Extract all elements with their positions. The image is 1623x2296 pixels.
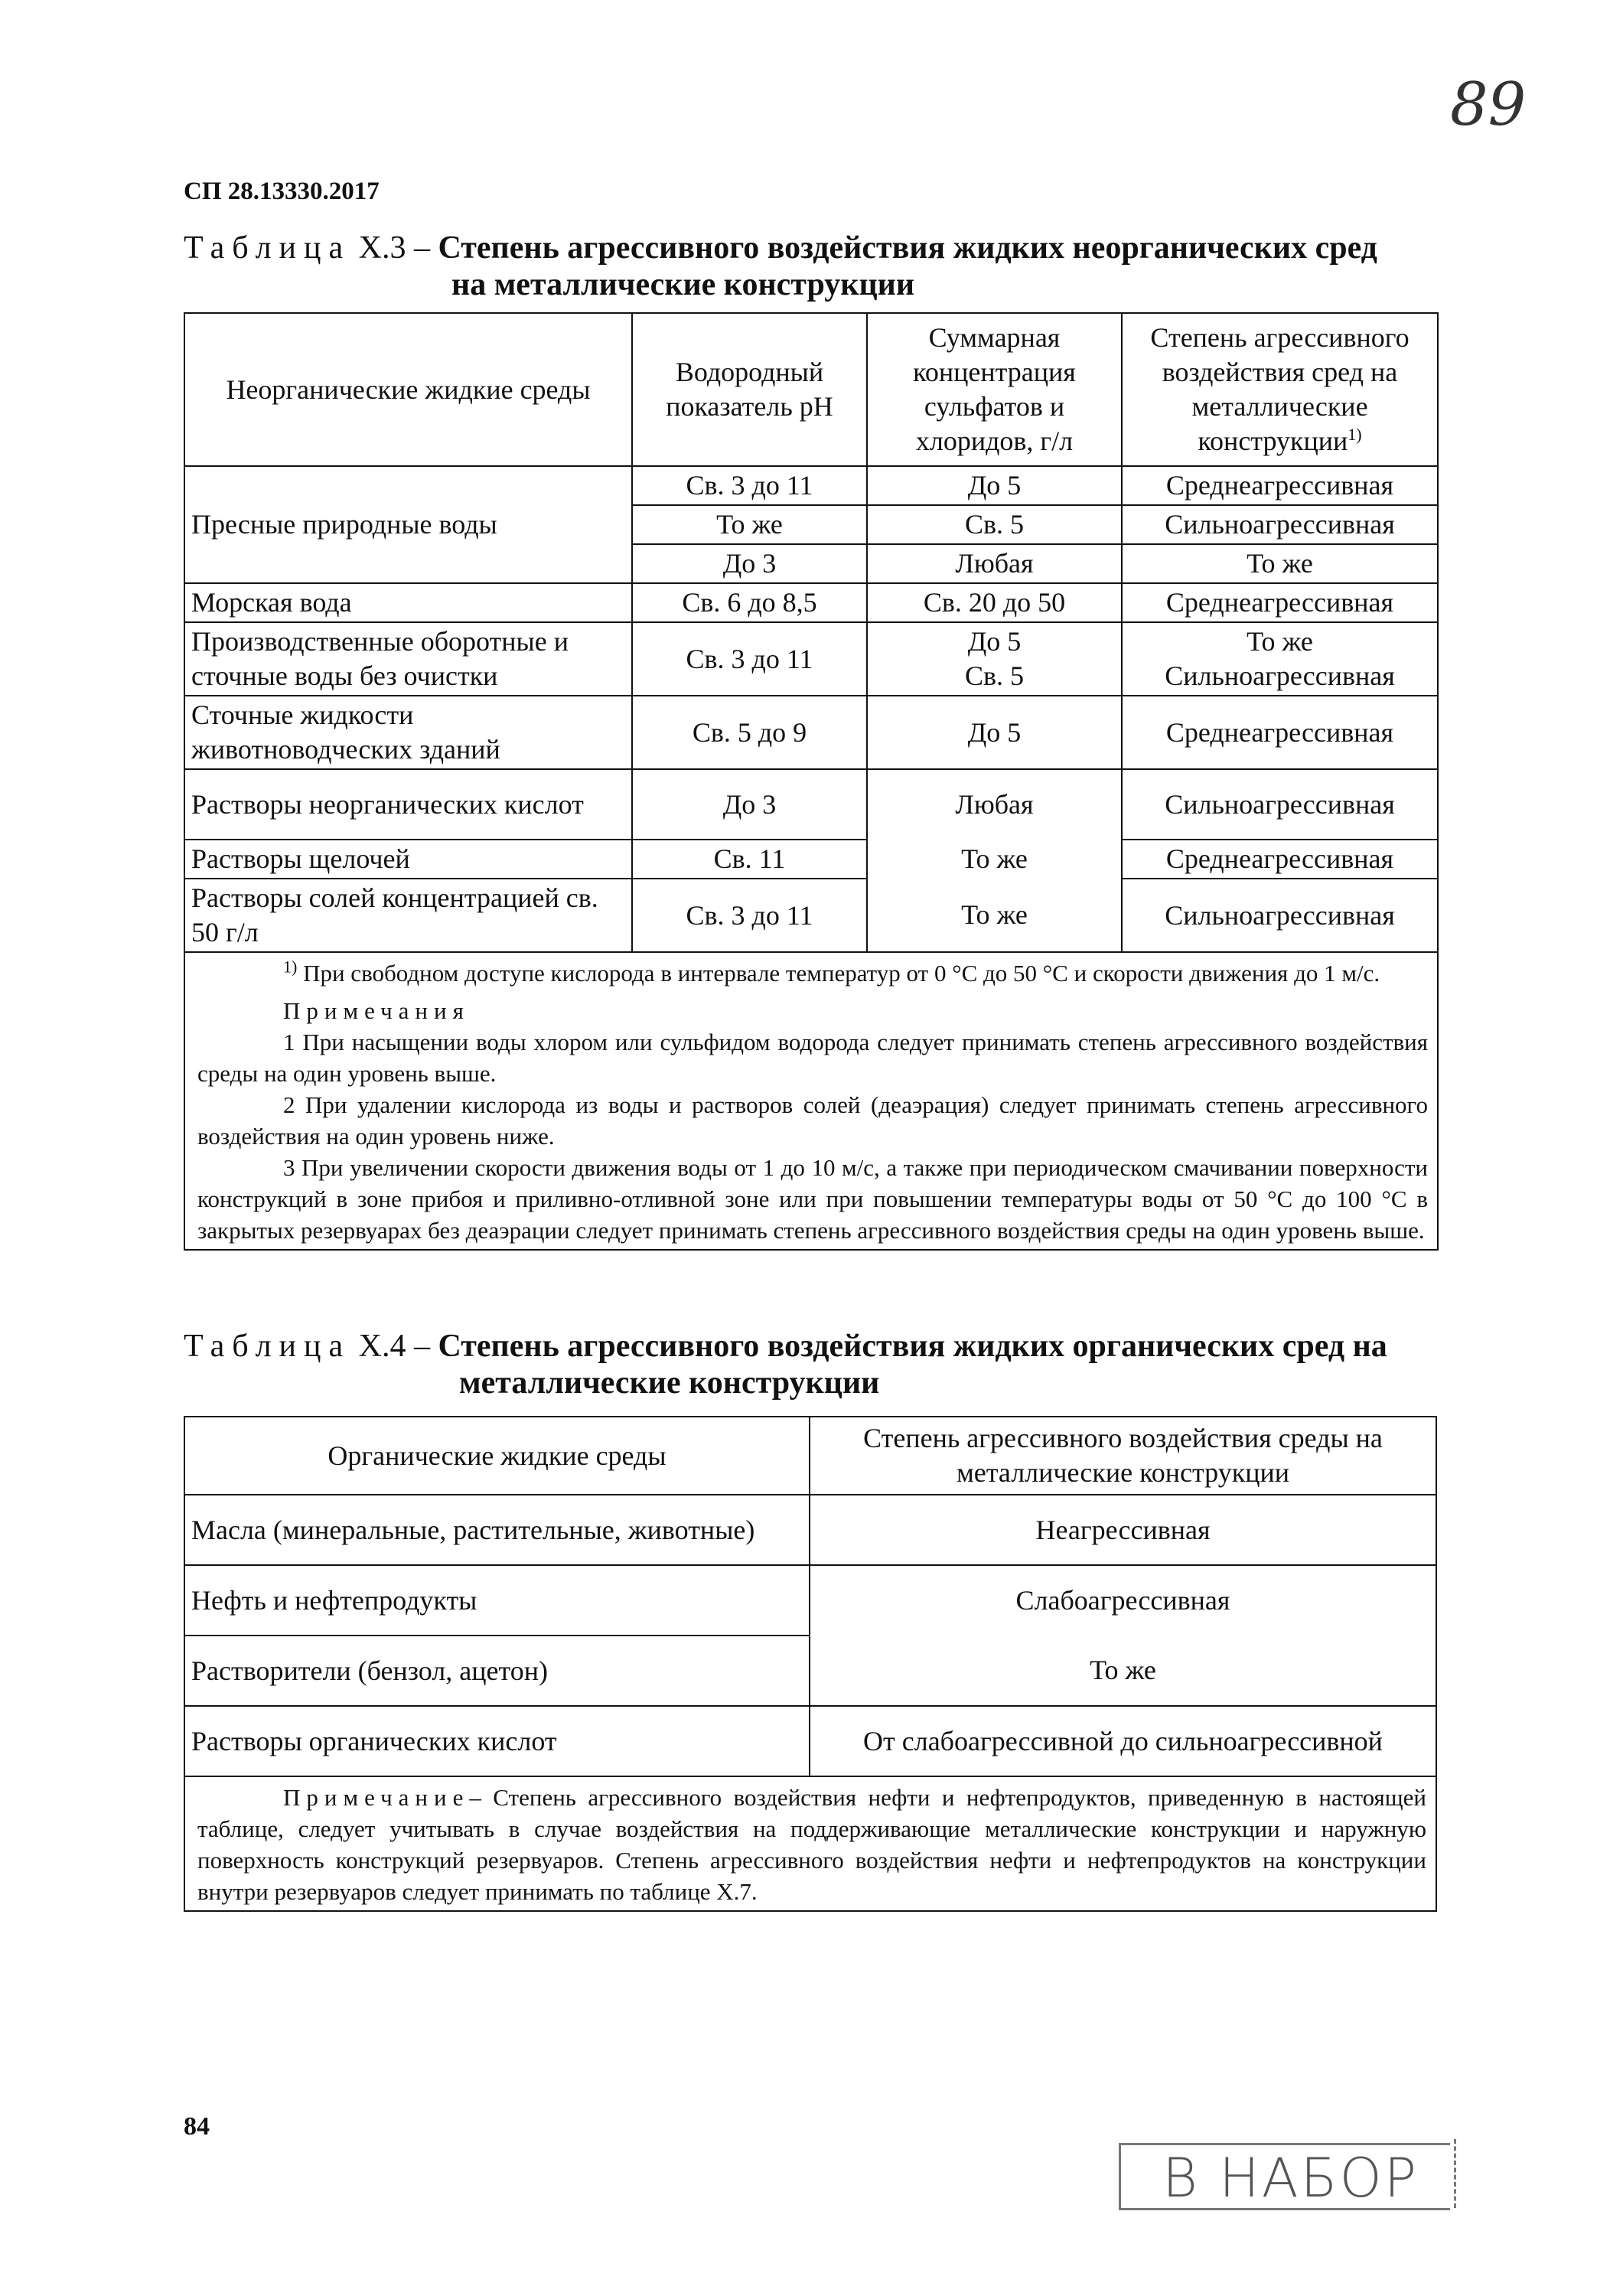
cell-concentration-line2: Св. 5 <box>964 660 1024 691</box>
cell-concentration: Любая <box>867 544 1122 583</box>
cell-medium: Нефть и нефтепродукты <box>184 1565 810 1636</box>
header-degree: Степень агрессивного воздействия среды на металлические конструкции <box>810 1417 1436 1495</box>
cell-concentration: То же <box>867 840 1122 879</box>
cell-concentration-line1: До 5 <box>967 626 1022 657</box>
cell-concentration: До 5 <box>867 696 1122 769</box>
header-medium: Неорганические жидкие среды <box>184 313 632 466</box>
footnote-text: При свободном доступе кислорода в интервале температур от 0 °С до 50 °С и скорости движения до 1 м/с. <box>297 960 1380 987</box>
cell-medium: Растворы солей концентрацией св. 50 г/л <box>184 879 632 952</box>
note-text: – Степень агрессивного воздействия нефти и нефтепродуктов, приведенную в настоящей таблице, следует учитывать в случае воздействия на поддерживающие металлические конструкции и наружную поверхность конструкций резервуаров. Степень агрессивного воздействия нефти и нефтепродуктов на конструкции внутри резервуаров следует принимать по таблице Х.7. <box>197 1784 1426 1905</box>
table-x4-note <box>184 1776 1436 1911</box>
cell-medium: Масла (минеральные, растительные, животные) <box>184 1495 810 1565</box>
cell-ph: Св. 3 до 11 <box>632 879 867 952</box>
cell-ph: Св. 3 до 11 <box>632 622 867 696</box>
footnote-sup: 1) <box>283 957 298 977</box>
cell-ph: Св. 5 до 9 <box>632 696 867 769</box>
cell-concentration: Св. 5 <box>867 505 1122 544</box>
cell-medium: Растворы неорганических кислот <box>184 769 632 840</box>
table-x3-notes <box>184 952 1438 1250</box>
cell-degree: То же <box>1122 544 1438 583</box>
cell-degree: Неагрессивная <box>810 1495 1436 1565</box>
cell-concentration: Св. 20 до 50 <box>867 583 1122 622</box>
stamp-edge <box>1454 2139 1458 2208</box>
table-x3-title <box>184 230 1439 303</box>
footnote <box>197 957 1428 989</box>
cell-ph: До 3 <box>632 769 867 840</box>
cell-ph: До 3 <box>632 544 867 583</box>
note-heading: Примечание <box>283 1784 470 1811</box>
cell-degree: Среднеагрессивная <box>1122 696 1438 769</box>
table-title-line1: Степень агрессивного воздействия жидких органических сред на <box>438 1329 1387 1364</box>
table-label: Таблица <box>184 1329 351 1364</box>
cell-medium: Сточные жидкости животноводческих зданий <box>184 696 632 769</box>
handwritten-page-number: 89 <box>1450 70 1527 139</box>
cell-medium: Производственные оборотные и сточные воды без очистки <box>184 622 632 696</box>
footnote-marker: 1) <box>1348 425 1362 444</box>
note-item: 1 При насыщении воды хлором или сульфидом водорода следует принимать степень агрессивного воздействия среды на один уровень выше. <box>197 1029 1428 1087</box>
cell-degree: Слабоагрессивная <box>810 1565 1436 1636</box>
cell-medium: Растворы органических кислот <box>184 1706 810 1776</box>
table-x3 <box>184 312 1439 1251</box>
stamp <box>1119 2143 1450 2210</box>
cell-medium: Растворы щелочей <box>184 840 632 879</box>
cell-concentration: До 5 <box>867 466 1122 505</box>
table-x4-title <box>184 1328 1439 1401</box>
header-ph: Водородный показатель pH <box>632 313 867 466</box>
cell-degree-line2: Сильноагрессивная <box>1165 660 1395 691</box>
cell-degree-line1: То же <box>1247 626 1313 657</box>
note-item: 2 При удалении кислорода из воды и растворов солей (деаэрация) следует принимать степень агрессивного воздействия на один уровень ниже. <box>197 1091 1428 1150</box>
header-concentration: Суммарная концентрация сульфатов и хлоридов, г/л <box>867 313 1122 466</box>
standard-code: СП 28.13330.2017 <box>184 178 380 205</box>
table-title-line1: Степень агрессивного воздействия жидких неорганических сред <box>438 230 1377 266</box>
cell-degree <box>1122 622 1438 696</box>
header-degree <box>1122 313 1438 466</box>
cell-degree: То же <box>810 1636 1436 1706</box>
table-x4 <box>184 1416 1437 1912</box>
cell-medium: Морская вода <box>184 583 632 622</box>
page-number: 84 <box>184 2112 210 2141</box>
cell-degree: Среднеагрессивная <box>1122 583 1438 622</box>
note-paragraph <box>197 1782 1426 1907</box>
notes-heading <box>197 995 1428 1026</box>
header-medium: Органические жидкие среды <box>184 1417 810 1495</box>
cell-medium: Пресные природные воды <box>184 466 632 583</box>
cell-concentration: Любая <box>867 769 1122 840</box>
cell-degree: Среднеагрессивная <box>1122 840 1438 879</box>
cell-ph: Св. 3 до 11 <box>632 466 867 505</box>
cell-concentration: То же <box>867 879 1122 952</box>
cell-ph: То же <box>632 505 867 544</box>
cell-concentration <box>867 622 1122 696</box>
cell-degree: Сильноагрессивная <box>1122 505 1438 544</box>
cell-ph: Св. 11 <box>632 840 867 879</box>
table-title-line2: на металлические конструкции <box>451 267 915 302</box>
table-title-line2: металлические конструкции <box>459 1365 880 1401</box>
table-label: Таблица <box>184 230 351 266</box>
table-number: Х.4 – <box>350 1329 438 1364</box>
cell-degree: Среднеагрессивная <box>1122 466 1438 505</box>
cell-degree: Сильноагрессивная <box>1122 879 1438 952</box>
cell-ph: Св. 6 до 8,5 <box>632 583 867 622</box>
stamp-text: В НАБОР <box>1162 2147 1419 2210</box>
table-number: Х.3 – <box>350 230 438 266</box>
cell-medium: Растворители (бензол, ацетон) <box>184 1636 810 1706</box>
cell-degree: Сильноагрессивная <box>1122 769 1438 840</box>
note-item: 3 При увеличении скорости движения воды от 1 до 10 м/с, а также при периодическом смачивании поверхности конструкций в зоне прибоя и приливно-отливной зоне или при повышении температуры воды от 50 °С до 100 °С в закрытых резервуарах без деаэрации следует принимать степень агрессивного воздействия среды на один уровень выше. <box>197 1154 1428 1244</box>
cell-degree: От слабоагрессивной до сильноагрессивной <box>810 1706 1436 1776</box>
header-degree-text: Степень агрессивного воздействия сред на металлические конструкции <box>1150 322 1410 456</box>
notes-heading-text: Примечания <box>283 997 470 1024</box>
